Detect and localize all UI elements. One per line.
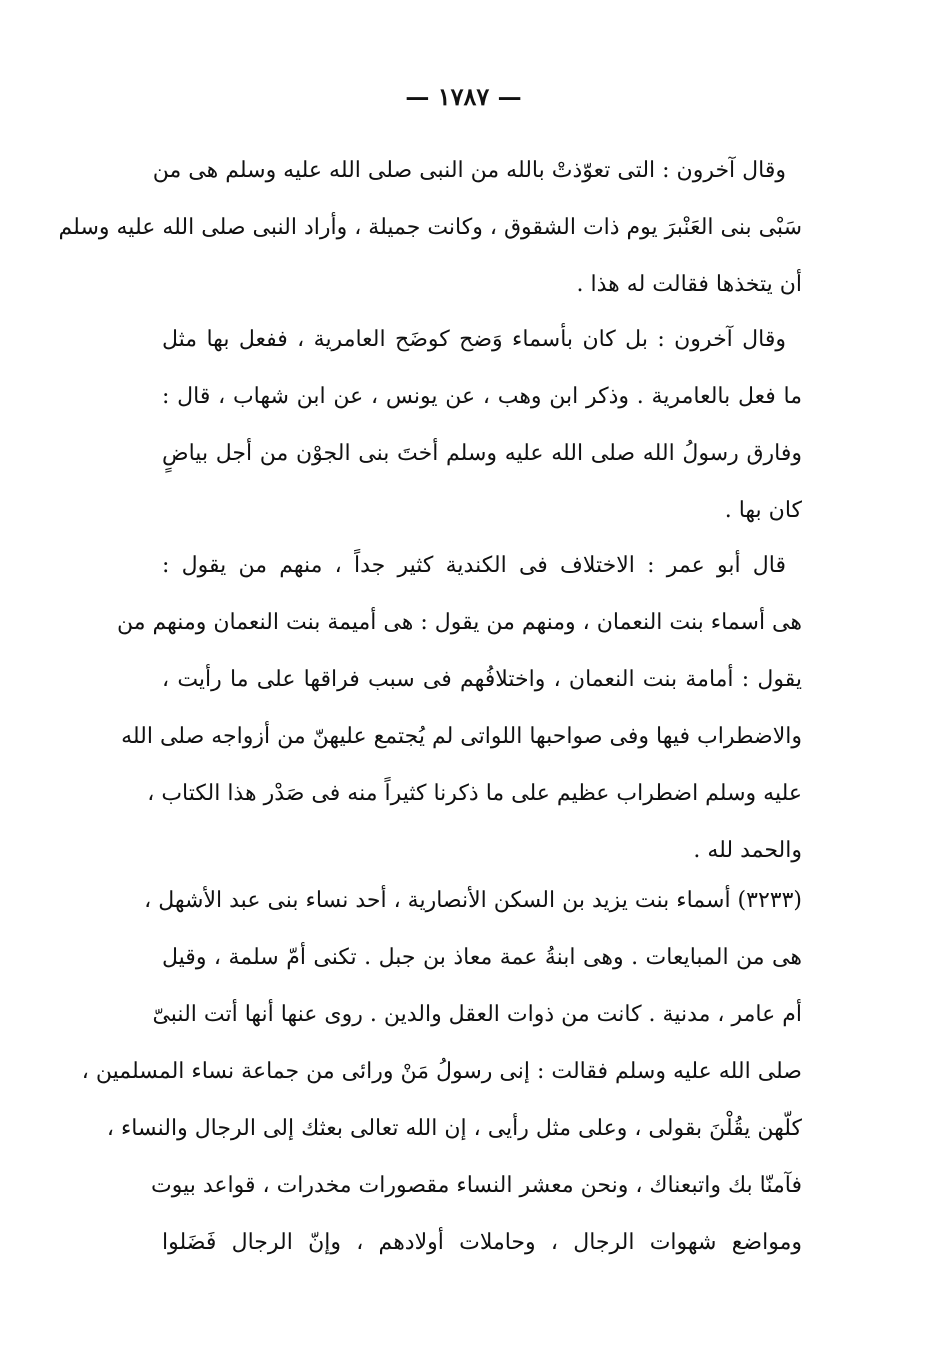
text-line: عليه وسلم اضطراب عظيم على ما ذكرنا كثيراً منه فى صَدْر هذا الكتاب ، <box>147 781 802 806</box>
text-line: والحمد لله . <box>693 838 802 863</box>
text-line: يقول : أمامة بنت النعمان ، واختلافُهم فى سبب فراقها على ما رأيت ، <box>162 667 802 692</box>
text-line: ما فعل بالعامرية . وذكر ابن وهب ، عن يونس ، عن ابن شهاب ، قال : <box>162 384 802 409</box>
text-line: هى أسماء بنت النعمان ، ومنهم من يقول : هى أميمة بنت النعمان ومنهم من <box>117 610 802 635</box>
page-number: — ١٧٨٧ — <box>405 82 522 111</box>
paragraph-3 <box>117 537 802 879</box>
text-line: كان بها . <box>724 498 802 523</box>
paragraph-1 <box>58 142 802 313</box>
text-line: وقال آخرون : بل كان بأسماء وَضح كوضَح العامرية ، ففعل بها مثل <box>162 327 786 352</box>
text-line: سَبْى بنى العَنْبرَ يوم ذات الشقوق ، وكانت جميلة ، وأراد النبى صلى الله عليه وسلم <box>58 215 802 240</box>
text-line: والاضطراب فيها وفى صواحبها اللواتى لم يُجتمع عليهنّ من أزواجه صلى الله <box>121 724 802 749</box>
text-line: هى من المبايعات . وهى ابنةُ عمة معاذ بن جبل . تكنى أمّ سلمة ، وقيل <box>162 945 802 970</box>
text-line: فآمنّا بك واتبعناك ، ونحن معشر النساء مقصورات مخدرات ، قواعد بيوت <box>151 1173 802 1198</box>
text-line: أن يتخذها فقالت له هذا . <box>576 272 802 297</box>
paragraph-4 <box>81 872 802 1271</box>
text-line: ومواضع شهوات الرجال ، وحاملات أولادهم ، وإنّ الرجال فَضَلوا <box>162 1230 802 1255</box>
text-line: وفارق رسولُ الله صلى الله عليه وسلم أختَ بنى الجوْن من أجل بياضٍ <box>162 441 802 466</box>
paragraph-2 <box>162 311 802 539</box>
text-line: وقال آخرون : التى تعوّذتْ بالله من النبى صلى الله عليه وسلم هى من <box>152 158 786 183</box>
text-line: كلّهن يقُلْنَ بقولى ، وعلى مثل رأيى ، إن الله تعالى بعثك إلى الرجال والنساء ، <box>106 1116 802 1141</box>
text-line: صلى الله عليه وسلم فقالت : إنى رسولُ مَنْ ورائى من جماعة نساء المسلمين ، <box>81 1059 802 1084</box>
text-line: (٣٢٣٣) أسماء بنت يزيد بن السكن الأنصارية ، أحد نساء بنى عبد الأشهل ، <box>144 888 802 913</box>
text-line: قال أبو عمر : الاختلاف فى الكندية كثير جداً ، منهم من يقول : <box>162 553 786 578</box>
text-line: أم عامر ، مدنية . كانت من ذوات العقل والدين . روى عنها أنها أتت النبىّ <box>152 1002 802 1027</box>
